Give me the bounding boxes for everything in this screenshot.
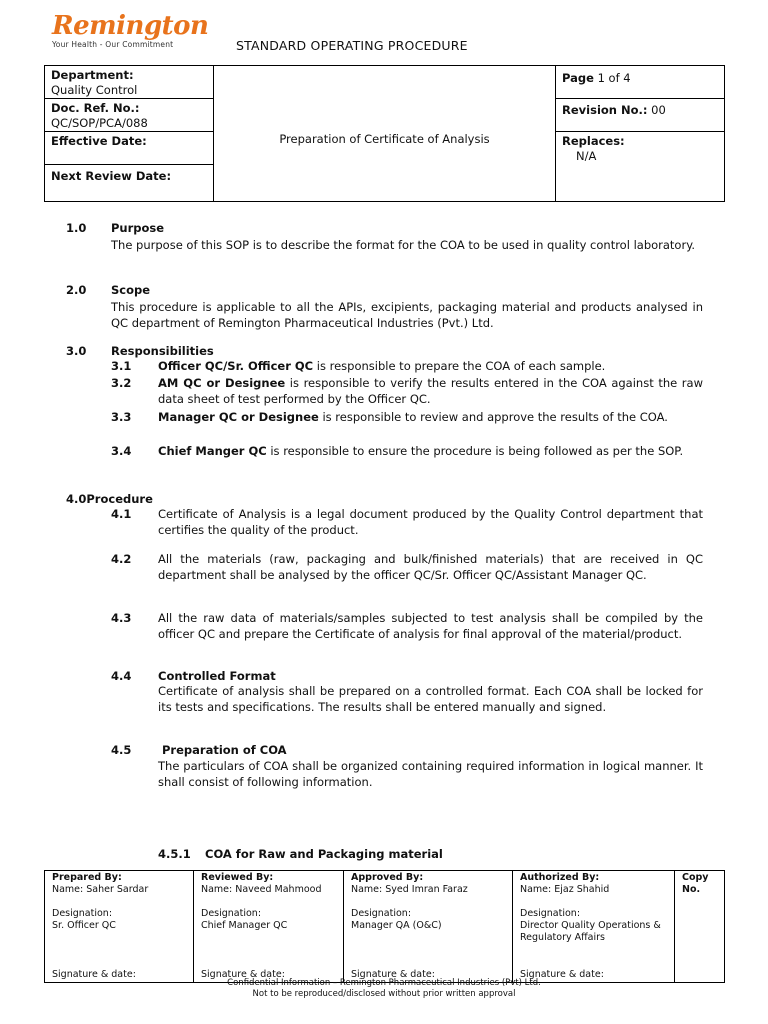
reviewed-by-column [194, 871, 344, 982]
p41-text: Certificate of Analysis is a legal document produced by the Quality Control department that certifies the quality of the product. [158, 507, 703, 537]
department-label: Department: [51, 68, 134, 82]
approved-by-designation: Manager QA (O&C) [351, 920, 442, 931]
authorized-by-column [513, 871, 675, 982]
prepared-by-name: Name: Saher Sardar [52, 884, 149, 895]
reviewed-by-signature: Signature & date: [201, 969, 285, 980]
p451-number: 4.5.1 [158, 847, 191, 861]
p451-title: COA for Raw and Packaging material [205, 847, 443, 861]
p45-text: The particulars of COA shall be organized containing required information in logical manner. It shall consist of following information. [158, 759, 703, 789]
prepared-by-heading: Prepared By: [52, 872, 122, 883]
prepared-by-designation: Sr. Officer QC [52, 920, 116, 931]
s3-4-role: Chief Manger QC [158, 444, 267, 458]
approved-by-signature: Signature & date: [351, 969, 435, 980]
docref-label: Doc. Ref. No.: [51, 101, 140, 115]
header-left-column [45, 66, 214, 201]
s3-title: Responsibilities [111, 344, 214, 358]
page-cell [556, 66, 725, 99]
reviewed-by-name: Name: Naveed Mahmood [201, 884, 322, 895]
s3-3-number: 3.3 [111, 410, 132, 424]
p43-text: All the raw data of materials/samples subjected to test analysis shall be compiled by the officer QC and prepare the Certificate of analysis for final approval of the material/product. [158, 611, 703, 641]
authorized-by-designation: Director Quality Operations & Regulatory Affairs [520, 920, 661, 943]
s2-text: This procedure is applicable to all the APIs, excipients, packaging material and products analysed in QC department of Remington Pharmaceutical Industries (Pvt.) Ltd. [111, 300, 703, 330]
authorized-by-signature: Signature & date: [520, 969, 604, 980]
s3-1-role: Officer QC/Sr. Officer QC [158, 359, 314, 373]
p44-number: 4.4 [111, 669, 132, 683]
docref-value: QC/SOP/PCA/088 [51, 116, 148, 130]
s4-title: Procedure [86, 492, 153, 506]
p45-title: Preparation of COA [162, 743, 287, 757]
page-value: 1 of 4 [597, 71, 631, 85]
p44-title: Controlled Format [158, 669, 276, 683]
confidential-line: Confidential Information – Remington Pharmaceutical Industries (Pvt) Ltd. [227, 978, 541, 988]
s3-1-desc: is responsible to prepare the COA of each sample. [313, 359, 606, 373]
s3-number: 3.0 [66, 344, 87, 358]
reviewed-by-designation-label: Designation: [201, 908, 262, 919]
s1-title: Purpose [111, 221, 165, 235]
replaces-label: Replaces: [562, 134, 625, 148]
s3-4-text [158, 444, 703, 460]
review-date-cell [45, 165, 213, 201]
docref-cell [45, 99, 213, 132]
p44-text: Certificate of analysis shall be prepared on a controlled format. Each COA shall be locked for its tests and specifications. The results shall be entered manually and signed. [158, 684, 703, 714]
p45-number: 4.5 [111, 743, 132, 757]
s3-2-number: 3.2 [111, 376, 132, 390]
s1-text: The purpose of this SOP is to describe the format for the COA to be used in quality control laboratory. [111, 238, 696, 252]
header-right-column [555, 66, 725, 201]
prepared-by-column [45, 871, 194, 982]
s3-3-role: Manager QC or Designee [158, 410, 319, 424]
department-cell [45, 66, 213, 99]
approved-by-column [344, 871, 513, 982]
prepared-by-designation-label: Designation: [52, 908, 113, 919]
authorized-by-name: Name: Ejaz Shahid [520, 884, 610, 895]
s4-number: 4.0 [66, 492, 87, 506]
revision-cell [556, 99, 725, 132]
s3-3-text [158, 410, 703, 426]
authorized-by-heading: Authorized By: [520, 872, 600, 883]
header-table [44, 65, 725, 202]
prepared-by-signature: Signature & date: [52, 969, 136, 980]
s3-3-desc: is responsible to review and approve the results of the COA. [318, 410, 668, 424]
review-date-label: Next Review Date: [51, 169, 172, 183]
p43-number: 4.3 [111, 611, 132, 625]
logo-brand: Remington [52, 11, 209, 41]
s2-number: 2.0 [66, 283, 87, 297]
s1-number: 1.0 [66, 221, 87, 235]
reproduction-notice: Not to be reproduced/disclosed without prior written approval [252, 989, 516, 999]
s2-title: Scope [111, 283, 151, 297]
s3-1-text [158, 359, 703, 375]
replaces-cell [556, 132, 725, 201]
effective-date-label: Effective Date: [51, 134, 147, 148]
s4-heading [66, 492, 153, 508]
logo-tagline: Your Health - Our Commitment [52, 40, 174, 49]
p42-text: All the materials (raw, packaging and bulk/finished materials) that are received in QC department shall be analysed by the officer QC/Sr. Officer QC/Assistant Manager QC. [158, 552, 703, 582]
s3-2-text [158, 376, 703, 407]
document-title: STANDARD OPERATING PROCEDURE [236, 38, 468, 53]
s3-4-desc: is responsible to ensure the procedure is being followed as per the SOP. [266, 444, 684, 458]
p42-number: 4.2 [111, 552, 132, 566]
copy-no-column [675, 871, 724, 982]
reviewed-by-heading: Reviewed By: [201, 872, 274, 883]
confidential-notice [0, 978, 768, 1000]
effective-date-cell [45, 132, 213, 165]
copy-no-label: Copy No. [682, 872, 709, 895]
page-label: Page [562, 71, 594, 85]
replaces-value: N/A [576, 149, 597, 163]
s3-4-number: 3.4 [111, 444, 132, 458]
revision-value: 00 [651, 103, 666, 117]
s3-1-number: 3.1 [111, 359, 132, 373]
approved-by-designation-label: Designation: [351, 908, 412, 919]
p41-number: 4.1 [111, 507, 132, 521]
revision-label: Revision No.: [562, 103, 648, 117]
approved-by-name: Name: Syed Imran Faraz [351, 884, 468, 895]
reviewed-by-designation: Chief Manager QC [201, 920, 288, 931]
signature-table [44, 870, 725, 983]
approved-by-heading: Approved By: [351, 872, 424, 883]
authorized-by-designation-label: Designation: [520, 908, 581, 919]
company-logo [52, 12, 208, 49]
s3-2-desc: is responsible to verify the results entered in the COA against the raw data sheet of test performed by the Officer QC. [158, 376, 703, 406]
procedure-title: Preparation of Certificate of Analysis [279, 132, 490, 146]
department-value: Quality Control [51, 83, 138, 97]
s3-2-role: AM QC or Designee [158, 376, 286, 390]
